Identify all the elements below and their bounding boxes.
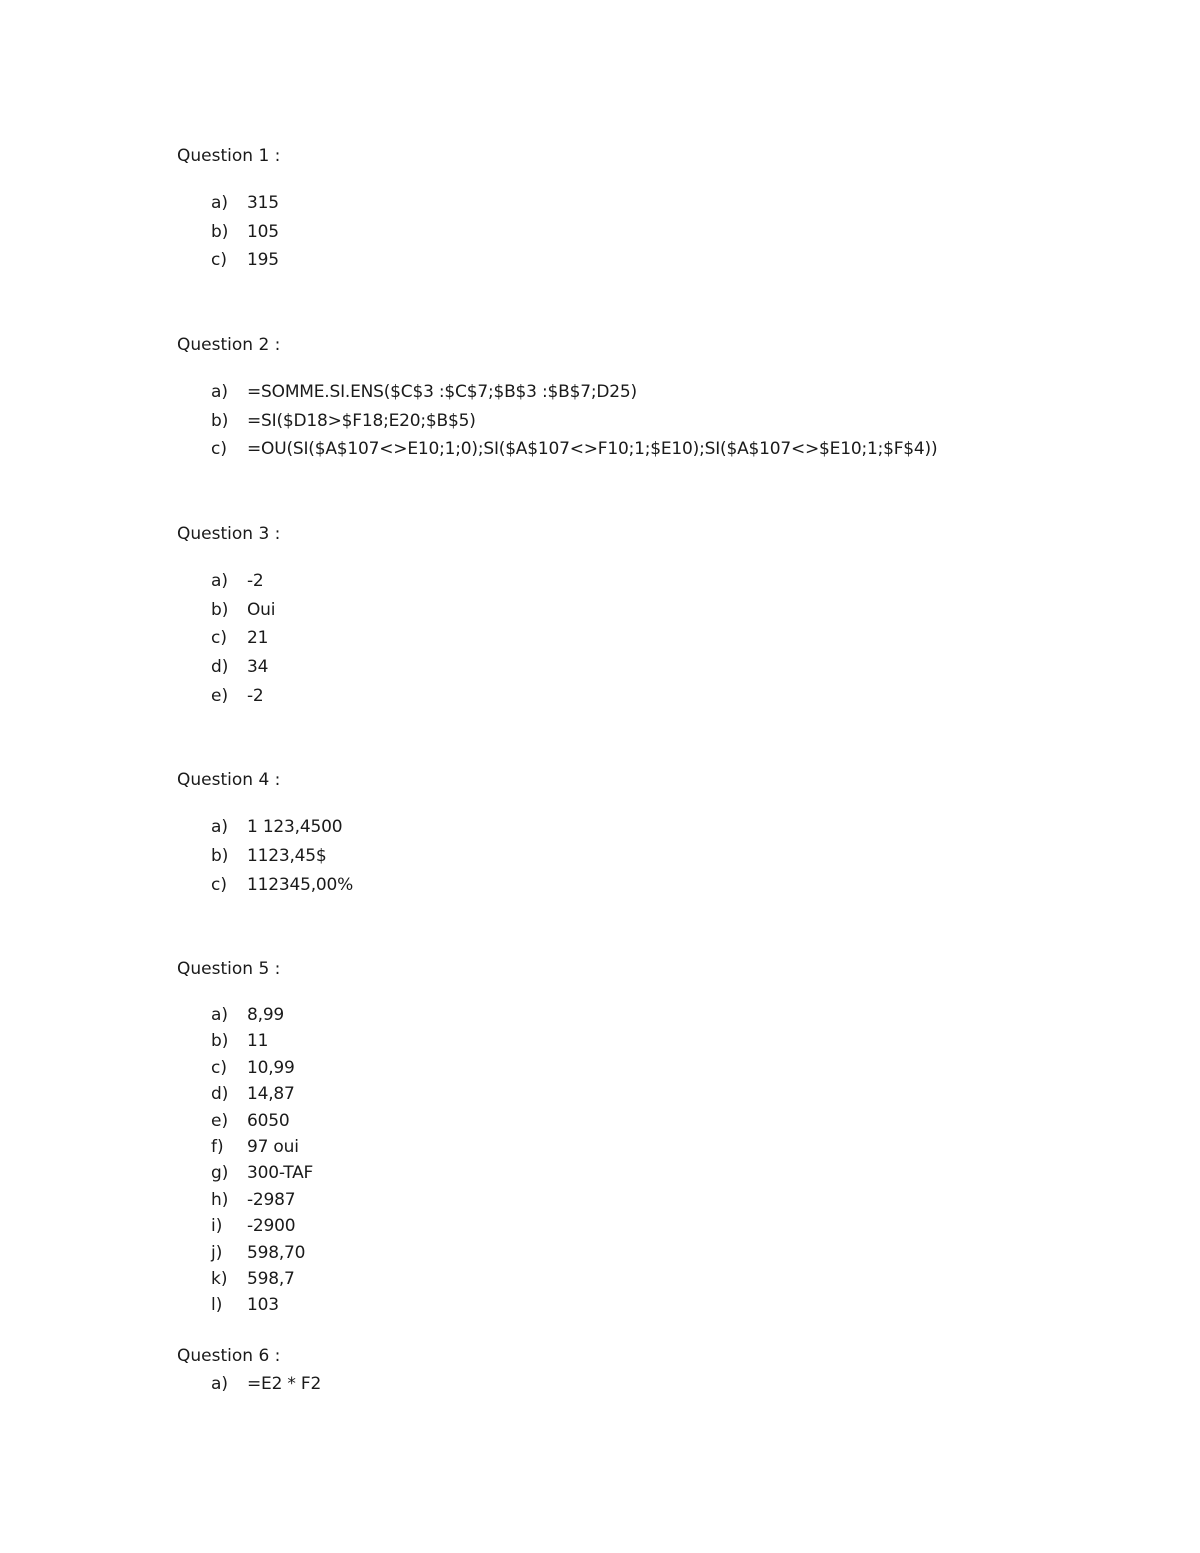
answer-item: [177, 1292, 1077, 1318]
answer-value: =E2 * F2: [247, 1374, 322, 1394]
answer-item: [177, 596, 1077, 625]
answer-letter: f): [211, 1136, 224, 1157]
answer-letter: a): [211, 1374, 229, 1394]
answer-item: [177, 1187, 1077, 1213]
answer-value: -2900: [247, 1216, 296, 1237]
question-5: [177, 958, 1077, 1319]
answer-letter: a): [211, 817, 229, 837]
question-title: Question 3 :: [177, 524, 281, 544]
question-4: [177, 769, 1077, 900]
question-2: [177, 334, 1077, 464]
answer-item: [177, 813, 1077, 842]
answer-value: 300-TAF: [247, 1163, 314, 1184]
answer-value: -2: [247, 685, 264, 706]
answer-value: -2: [247, 571, 264, 591]
answer-letter: j): [211, 1242, 223, 1263]
answer-item: [177, 1028, 1077, 1054]
answer-value: =SI($D18>$F18;E20;$B$5): [247, 410, 476, 431]
answer-letter: b): [211, 846, 229, 866]
question-title: Question 2 :: [177, 335, 281, 355]
answer-letter: c): [211, 875, 227, 895]
answer-letter: b): [211, 1031, 229, 1052]
answer-list: [177, 1002, 1077, 1319]
answer-value: 598,7: [247, 1268, 295, 1289]
answer-item: [177, 1266, 1077, 1292]
answer-letter: a): [211, 1005, 229, 1025]
answer-letter: a): [211, 571, 229, 591]
answer-letter: b): [211, 599, 229, 620]
question-1: [177, 145, 1077, 275]
answer-letter: c): [211, 250, 227, 270]
answer-item: [177, 1081, 1077, 1107]
answer-item: [177, 1213, 1077, 1239]
answer-item: [177, 1055, 1077, 1081]
answer-value: Oui: [247, 599, 276, 620]
answer-value: 103: [247, 1295, 279, 1316]
answer-letter: d): [211, 657, 229, 678]
answer-value: 11: [247, 1031, 269, 1052]
answer-letter: h): [211, 1189, 229, 1210]
answer-value: 105: [247, 221, 279, 242]
answer-letter: g): [211, 1163, 229, 1184]
answer-letter: c): [211, 628, 227, 649]
question-6: [177, 1345, 1077, 1397]
answer-value: 6050: [247, 1110, 290, 1131]
answer-item: [177, 653, 1077, 682]
answer-letter: d): [211, 1084, 229, 1105]
answer-item: [177, 1002, 1077, 1028]
question-3: [177, 523, 1077, 710]
answer-list: [177, 813, 1077, 900]
answer-letter: a): [211, 382, 229, 402]
answer-value: 195: [247, 250, 279, 270]
answer-value: 8,99: [247, 1005, 285, 1025]
answer-list: [177, 1371, 1077, 1397]
answer-value: 34: [247, 657, 269, 678]
answer-letter: e): [211, 1110, 229, 1131]
answer-value: 10,99: [247, 1057, 295, 1078]
answer-letter: l): [211, 1295, 223, 1316]
answer-item: [177, 189, 1077, 218]
answer-letter: c): [211, 439, 227, 459]
answer-value: 315: [247, 193, 279, 213]
answer-list: [177, 189, 1077, 275]
answer-item: [177, 1134, 1077, 1160]
answer-value: =OU(SI($A$107<>E10;1;0);SI($A$107<>F10;1;$E10);SI($A$107<>$E10;1;$F$4)): [247, 439, 938, 459]
answer-item: [177, 871, 1077, 900]
answer-letter: a): [211, 193, 229, 213]
question-title: Question 5 :: [177, 959, 281, 979]
answer-value: 1 123,4500: [247, 817, 343, 837]
answer-item: [177, 407, 1077, 436]
answer-value: 21: [247, 628, 269, 649]
answer-letter: e): [211, 685, 229, 706]
answer-item: [177, 567, 1077, 596]
answer-letter: i): [211, 1216, 223, 1237]
question-title: Question 4 :: [177, 770, 281, 790]
answer-item: [177, 246, 1077, 275]
answer-value: 112345,00%: [247, 875, 354, 895]
answer-letter: b): [211, 221, 229, 242]
question-title: Question 6 :: [177, 1346, 281, 1366]
answer-letter: c): [211, 1057, 227, 1078]
answer-value: -2987: [247, 1189, 296, 1210]
answer-item: [177, 842, 1077, 871]
answer-item: [177, 1240, 1077, 1266]
answer-letter: k): [211, 1268, 228, 1289]
answer-value: 14,87: [247, 1084, 295, 1105]
answer-item: [177, 435, 1077, 464]
answer-letter: b): [211, 410, 229, 431]
answer-item: [177, 1371, 1077, 1397]
answer-item: [177, 682, 1077, 711]
answer-item: [177, 1160, 1077, 1186]
answer-value: 1123,45$: [247, 846, 327, 866]
answer-list: [177, 567, 1077, 710]
answer-value: 598,70: [247, 1242, 306, 1263]
answer-item: [177, 1108, 1077, 1134]
answer-item: [177, 218, 1077, 247]
answer-item: [177, 624, 1077, 653]
answer-item: [177, 378, 1077, 407]
answer-value: =SOMME.SI.ENS($C$3 :$C$7;$B$3 :$B$7;D25): [247, 382, 637, 402]
question-title: Question 1 :: [177, 146, 281, 166]
answer-value: 97 oui: [247, 1136, 299, 1157]
answer-list: [177, 378, 1077, 464]
